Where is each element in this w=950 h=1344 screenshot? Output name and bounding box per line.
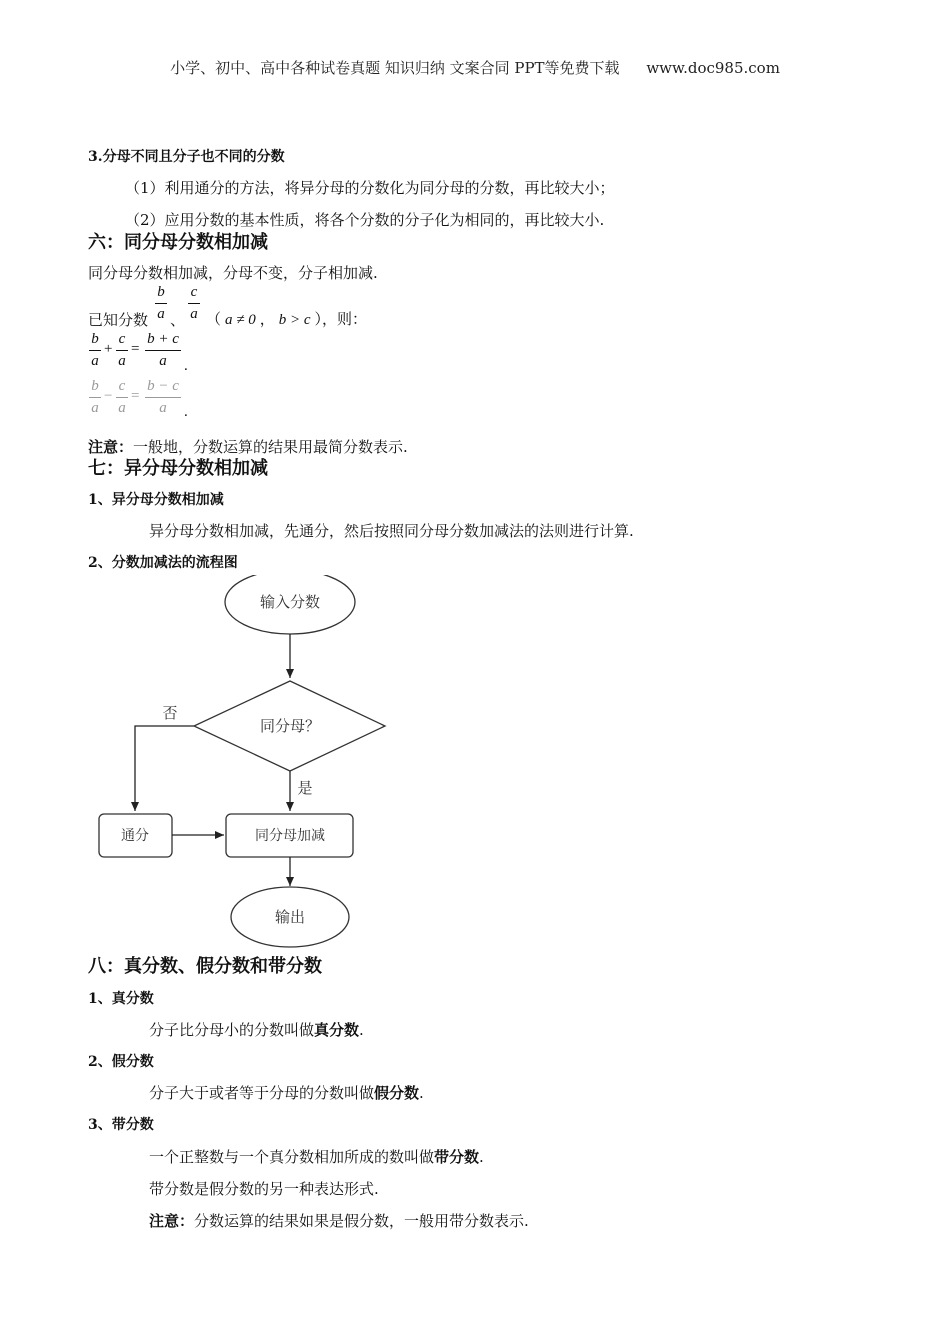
sec7-sub2: 2、分数加减法的流程图 xyxy=(88,555,238,571)
minus-sign: − xyxy=(104,388,113,404)
condition-open: （ xyxy=(206,310,222,328)
fraction-bar xyxy=(145,350,181,351)
sec8-sub2-text xyxy=(149,1082,424,1103)
condition-a: a ≠ 0 xyxy=(225,312,256,328)
fraction-b-plus-c-over-a xyxy=(145,331,181,370)
arrow-no-branch xyxy=(135,726,194,811)
period: . xyxy=(184,404,188,420)
note-label: 注意： xyxy=(88,438,134,456)
yes-label: 是 xyxy=(297,779,313,797)
decision-label: 同分母？ xyxy=(259,717,321,735)
sec8-sub3: 3、带分数 xyxy=(88,1117,154,1133)
numerator: c xyxy=(118,378,126,394)
header-url[interactable]: www.doc985.com xyxy=(646,59,780,77)
fraction-flowchart xyxy=(90,575,400,955)
term-proper-fraction: 真分数 xyxy=(314,1021,360,1039)
sec8-note xyxy=(149,1210,529,1231)
period: . xyxy=(419,1084,424,1102)
definition-text: 一个正整数与一个真分数相加所成的数叫做 xyxy=(149,1148,435,1166)
fraction-b-over-a xyxy=(89,331,101,370)
fraction-bar xyxy=(116,397,128,398)
fraction-bar xyxy=(89,350,101,351)
page-header xyxy=(0,57,950,78)
numerator: b xyxy=(91,378,99,394)
note-text: 一般地，分数运算的结果用最简分数表示. xyxy=(133,438,408,456)
denominator: a xyxy=(91,353,99,369)
header-text: 小学、初中、高中各种试卷真题 知识归纳 文案合同 PPT等免费下载 xyxy=(170,59,620,77)
equals-sign: = xyxy=(131,341,140,357)
sec3-item2: （2）应用分数的基本性质，将各个分数的分子化为相同的，再比较大小. xyxy=(125,211,605,229)
sec8-sub3-line2: 带分数是假分数的另一种表达形式. xyxy=(149,1180,379,1198)
sec8-sub3-text xyxy=(149,1146,484,1167)
denominator: a xyxy=(118,353,126,369)
separator: 、 xyxy=(170,311,186,329)
period: . xyxy=(184,358,188,374)
term-improper-fraction: 假分数 xyxy=(374,1084,420,1102)
fraction-c-over-a xyxy=(116,378,128,417)
numerator: b xyxy=(157,284,165,300)
numerator: b − c xyxy=(147,378,179,394)
sec3-title: 3.分母不同且分子也不同的分数 xyxy=(88,149,285,165)
denominator: a xyxy=(157,306,165,322)
term-mixed-number: 带分数 xyxy=(434,1148,480,1166)
end-label: 输出 xyxy=(274,908,306,926)
start-label: 输入分数 xyxy=(259,593,321,611)
sec7-sub1: 1、异分母分数相加减 xyxy=(88,492,224,508)
fraction-b-over-a xyxy=(155,284,167,323)
fraction-c-over-a xyxy=(188,284,200,323)
sec7-title: 七：异分母分数相加减 xyxy=(88,458,268,479)
same-denominator-label: 同分母加减 xyxy=(255,828,325,844)
condition xyxy=(206,308,367,329)
note-label: 注意： xyxy=(149,1212,195,1230)
sec8-sub2: 2、假分数 xyxy=(88,1054,154,1070)
sec8-title: 八：真分数、假分数和带分数 xyxy=(88,956,322,977)
condition-b: b > c xyxy=(278,312,311,328)
sec3-item1: （1）利用通分的方法，将异分母的分数化为同分母的分数，再比较大小； xyxy=(125,179,615,197)
fraction-c-over-a xyxy=(116,331,128,370)
definition-text: 分子大于或者等于分母的分数叫做 xyxy=(149,1084,375,1102)
numerator: b xyxy=(91,331,99,347)
sec8-sub1: 1、真分数 xyxy=(88,991,154,1007)
period: . xyxy=(479,1148,484,1166)
fraction-bar xyxy=(155,303,167,304)
numerator: c xyxy=(190,284,198,300)
denominator: a xyxy=(190,306,198,322)
period: . xyxy=(359,1021,364,1039)
denominator: a xyxy=(91,400,99,416)
sec6-title: 六：同分母分数相加减 xyxy=(88,232,268,253)
fraction-bar xyxy=(116,350,128,351)
fraction-bar xyxy=(145,397,181,398)
sec8-sub1-text xyxy=(149,1019,364,1040)
note-text: 分数运算的结果如果是假分数，一般用带分数表示. xyxy=(194,1212,529,1230)
definition-text: 分子比分母小的分数叫做 xyxy=(149,1021,315,1039)
numerator: b + c xyxy=(147,331,179,347)
no-label: 否 xyxy=(162,704,178,722)
fraction-bar xyxy=(89,397,101,398)
sec6-rule: 同分母分数相加减，分母不变，分子相加减. xyxy=(88,264,378,282)
condition-close: ），则： xyxy=(314,310,368,328)
fraction-b-minus-c-over-a xyxy=(145,378,181,417)
sec7-sub1-text: 异分母分数相加减，先通分，然后按照同分母分数加减法的法则进行计算. xyxy=(149,522,634,540)
tongfen-label: 通分 xyxy=(121,828,149,844)
numerator: c xyxy=(118,331,126,347)
condition-comma: ， xyxy=(259,310,275,328)
denominator: a xyxy=(118,400,126,416)
fraction-b-over-a xyxy=(89,378,101,417)
fraction-bar xyxy=(188,303,200,304)
equals-sign: = xyxy=(131,388,140,404)
denominator: a xyxy=(159,400,167,416)
denominator: a xyxy=(159,353,167,369)
known-prefix: 已知分数 xyxy=(88,311,149,329)
plus-sign: + xyxy=(104,341,113,357)
